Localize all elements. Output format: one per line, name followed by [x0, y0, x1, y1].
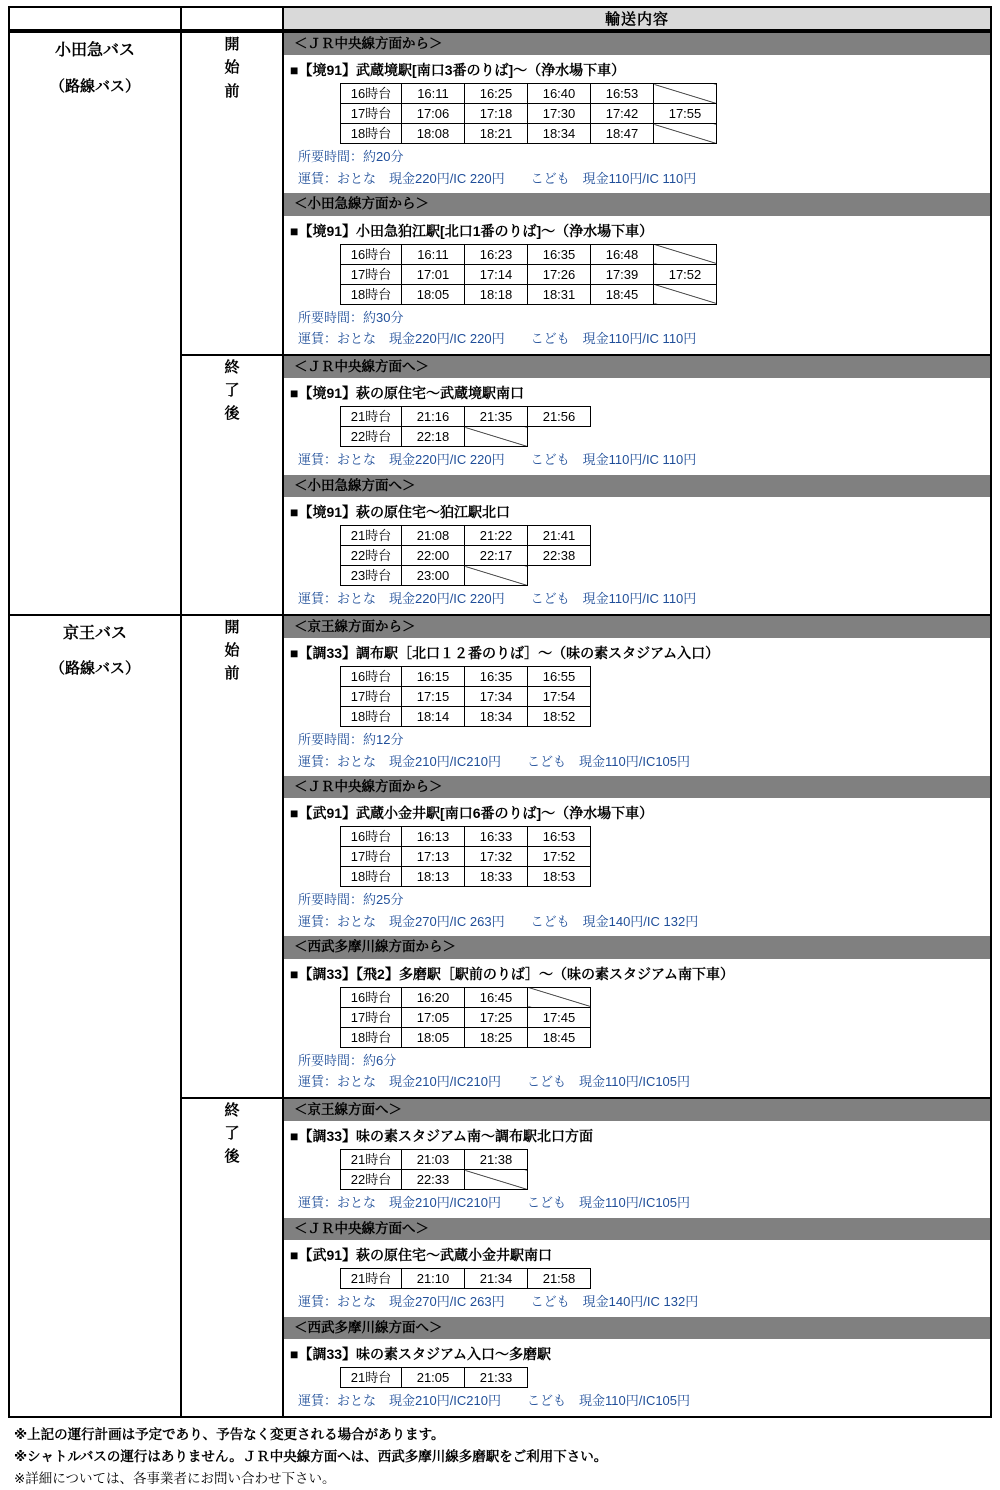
hour-label: 16時台 — [341, 987, 402, 1007]
phase-label-char: 始 — [224, 641, 240, 659]
table-row — [9, 615, 991, 1098]
departure-time: 17:13 — [402, 847, 465, 867]
timetable-row — [341, 546, 591, 566]
departure-time: 17:32 — [465, 847, 528, 867]
timetable-row — [341, 1027, 591, 1047]
fare-text: 運賃：おとな 現金220円/IC 220円 こども 現金110円/IC 110円 — [298, 170, 697, 186]
phase-label-char: 終 — [224, 1101, 240, 1119]
departure-time: 18:21 — [465, 124, 528, 144]
route-title: ■【武91】萩の原住宅～武蔵小金井駅南口 — [290, 1246, 553, 1263]
route-title: ■【調33】調布駅［北口１２番のりば］～（味の素スタジアム入口） — [290, 644, 720, 661]
timetable-row — [341, 667, 591, 687]
departure-time: 17:52 — [528, 847, 591, 867]
departure-time: 21:03 — [402, 1150, 465, 1170]
departure-time: 21:58 — [528, 1269, 591, 1289]
departure-time: 17:45 — [528, 1007, 591, 1027]
section-block — [284, 1339, 990, 1416]
section-direction-bar: ＜ＪＲ中央線方面から＞ — [284, 33, 990, 55]
duration-text: 所要時間：約30分 — [298, 309, 404, 325]
phase-label-char: 終 — [224, 358, 240, 376]
timetable-row — [341, 526, 591, 546]
footnote-1: ※上記の運行計画は予定であり、予告なく変更される場合があります。 — [14, 1426, 445, 1442]
hour-label: 18時台 — [341, 284, 402, 304]
phase-label-cell — [181, 32, 283, 355]
phase-label-char: 後 — [224, 405, 240, 423]
departure-time: 18:25 — [465, 1027, 528, 1047]
departure-time: 22:33 — [402, 1170, 465, 1190]
departure-time: 17:55 — [654, 104, 717, 124]
phase-content-cell — [283, 1098, 991, 1417]
timetable — [340, 826, 591, 887]
fare-text: 運賃：おとな 現金220円/IC 220円 こども 現金110円/IC 110円 — [298, 452, 697, 468]
departure-time: 17:42 — [591, 104, 654, 124]
hour-label: 21時台 — [341, 1150, 402, 1170]
timetable-row — [341, 1269, 591, 1289]
table-row — [9, 32, 991, 355]
departure-time: 18:45 — [591, 284, 654, 304]
operator-subtitle: （路線バス） — [49, 77, 140, 95]
departure-time: 16:15 — [402, 667, 465, 687]
schedule-body-table — [8, 31, 992, 1418]
timetable-row — [341, 124, 717, 144]
timetable-spacer — [528, 427, 591, 447]
hour-label: 21時台 — [341, 1269, 402, 1289]
phase-label-char: 開 — [224, 618, 240, 636]
departure-time: 16:20 — [402, 987, 465, 1007]
timetable-empty-cell — [528, 987, 591, 1007]
timetable — [340, 666, 591, 727]
footnote-2: ※シャトルバスの運行はありません。ＪＲ中央線方面へは、西武多摩川線多磨駅をご利用下さい。 — [14, 1448, 608, 1464]
phase-content-cell — [283, 355, 991, 615]
section-block — [284, 216, 990, 354]
route-title: ■【武91】武蔵小金井駅[南口6番のりば]～（浄水場下車） — [290, 805, 654, 822]
phase-label-char: 開 — [224, 36, 240, 53]
phase-label-char: 了 — [224, 382, 240, 400]
timetable-row — [341, 427, 591, 447]
fare-text: 運賃：おとな 現金210円/IC210円 こども 現金110円/IC105円 — [298, 1074, 691, 1090]
departure-time: 17:52 — [654, 264, 717, 284]
route-title: ■【調33】味の素スタジアム南～調布駅北口方面 — [290, 1128, 594, 1145]
operator-name: 京王バス — [62, 624, 127, 642]
hour-label: 16時台 — [341, 667, 402, 687]
fare-text: 運賃：おとな 現金210円/IC210円 こども 現金110円/IC105円 — [298, 1195, 691, 1211]
section-direction-bar: ＜ＪＲ中央線方面から＞ — [284, 776, 990, 798]
hour-label: 22時台 — [341, 1170, 402, 1190]
section-direction-bar: ＜小田急線方面へ＞ — [284, 475, 990, 497]
hour-label: 16時台 — [341, 84, 402, 104]
timetable-row — [341, 244, 717, 264]
header-title: 輸送内容 — [283, 7, 991, 30]
timetable-empty-cell — [654, 284, 717, 304]
departure-time: 17:34 — [465, 687, 528, 707]
departure-time: 21:16 — [402, 407, 465, 427]
departure-time: 18:31 — [528, 284, 591, 304]
timetable-row — [341, 1170, 528, 1190]
departure-time: 21:33 — [465, 1368, 528, 1388]
duration-text: 所要時間：約20分 — [298, 149, 404, 165]
hour-label: 21時台 — [341, 526, 402, 546]
departure-time: 17:25 — [465, 1007, 528, 1027]
operator-name: 小田急バス — [54, 42, 135, 59]
timetable-empty-cell — [465, 427, 528, 447]
timetable-row — [341, 847, 591, 867]
timetable — [340, 1149, 528, 1190]
departure-time: 21:38 — [465, 1150, 528, 1170]
departure-time: 18:08 — [402, 124, 465, 144]
hour-label: 18時台 — [341, 867, 402, 887]
timetable-row — [341, 687, 591, 707]
departure-time: 18:18 — [465, 284, 528, 304]
fare-text: 運賃：おとな 現金270円/IC 263円 こども 現金140円/IC 132円 — [298, 1294, 699, 1310]
departure-time: 18:05 — [402, 284, 465, 304]
timetable — [340, 987, 591, 1048]
departure-time: 21:22 — [465, 526, 528, 546]
timetable-empty-cell — [654, 84, 717, 104]
phase-label-char: 始 — [224, 59, 240, 77]
hour-label: 16時台 — [341, 827, 402, 847]
departure-time: 23:00 — [402, 566, 465, 586]
phase-label-char: 了 — [224, 1125, 240, 1143]
departure-time: 18:33 — [465, 867, 528, 887]
hour-label: 22時台 — [341, 546, 402, 566]
hour-label: 17時台 — [341, 847, 402, 867]
timetable-empty-cell — [465, 1170, 528, 1190]
section-block — [284, 1240, 990, 1317]
operator-name-cell — [9, 32, 181, 615]
departure-time: 17:39 — [591, 264, 654, 284]
timetable-row — [341, 1368, 528, 1388]
hour-label: 17時台 — [341, 264, 402, 284]
section-block — [284, 55, 990, 193]
section-block — [284, 959, 990, 1097]
route-title: ■【調33】味の素スタジアム入口～多磨駅 — [290, 1345, 552, 1362]
departure-time: 17:54 — [528, 687, 591, 707]
departure-time: 16:35 — [465, 667, 528, 687]
operators-root — [8, 31, 992, 1418]
duration-text: 所要時間：約25分 — [298, 892, 404, 908]
departure-time: 16:11 — [402, 84, 465, 104]
duration-text: 所要時間：約6分 — [298, 1052, 397, 1068]
section-direction-bar: ＜西武多摩川線方面から＞ — [284, 936, 990, 958]
departure-time: 16:25 — [465, 84, 528, 104]
fare-text: 運賃：おとな 現金210円/IC210円 こども 現金110円/IC105円 — [298, 753, 691, 769]
hour-label: 18時台 — [341, 124, 402, 144]
operator-name-cell — [9, 615, 181, 1417]
timetable — [340, 525, 591, 586]
departure-time: 17:18 — [465, 104, 528, 124]
timetable-row — [341, 104, 717, 124]
timetable — [340, 244, 717, 305]
departure-time: 17:06 — [402, 104, 465, 124]
footnotes — [8, 1418, 992, 1490]
section-block — [284, 798, 990, 936]
hour-label: 18時台 — [341, 1027, 402, 1047]
section-direction-bar: ＜ＪＲ中央線方面へ＞ — [284, 1218, 990, 1240]
section-block — [284, 638, 990, 776]
schedule-table — [8, 6, 992, 31]
timetable-empty-cell — [654, 124, 717, 144]
departure-time: 21:35 — [465, 407, 528, 427]
fare-text: 運賃：おとな 現金220円/IC 220円 こども 現金110円/IC 110円 — [298, 591, 697, 607]
hour-label: 23時台 — [341, 566, 402, 586]
departure-time: 16:13 — [402, 827, 465, 847]
timetable — [340, 83, 717, 144]
departure-time: 17:05 — [402, 1007, 465, 1027]
hour-label: 16時台 — [341, 244, 402, 264]
hour-label: 22時台 — [341, 427, 402, 447]
departure-time: 18:47 — [591, 124, 654, 144]
hour-label: 21時台 — [341, 407, 402, 427]
hour-label: 21時台 — [341, 1368, 402, 1388]
header-blank-cell-2 — [181, 7, 283, 30]
fare-text: 運賃：おとな 現金210円/IC210円 こども 現金110円/IC105円 — [298, 1393, 691, 1409]
timetable-row — [341, 566, 591, 586]
departure-time: 16:45 — [465, 987, 528, 1007]
timetable-row — [341, 987, 591, 1007]
schedule-body — [9, 32, 991, 1417]
departure-time: 18:05 — [402, 1027, 465, 1047]
departure-time: 17:15 — [402, 687, 465, 707]
section-block — [284, 497, 990, 614]
timetable — [340, 1367, 528, 1388]
phase-label-cell — [181, 1098, 283, 1417]
route-title: ■【境91】萩の原住宅～武蔵境駅南口 — [290, 385, 525, 402]
departure-time: 16:11 — [402, 244, 465, 264]
departure-time: 17:30 — [528, 104, 591, 124]
fare-text: 運賃：おとな 現金220円/IC 220円 こども 現金110円/IC 110円 — [298, 331, 697, 347]
timetable-row — [341, 407, 591, 427]
timetable-row — [341, 1150, 528, 1170]
phase-label-cell — [181, 355, 283, 615]
section-direction-bar: ＜京王線方面から＞ — [284, 616, 990, 638]
phase-label-cell — [181, 615, 283, 1098]
header-blank-cell — [9, 7, 181, 30]
phase-content-cell — [283, 615, 991, 1098]
departure-time: 16:23 — [465, 244, 528, 264]
timetable-row — [341, 1007, 591, 1027]
footnote-3: ※詳細については、各事業者にお問い合わせ下さい。 — [14, 1471, 336, 1487]
fare-text: 運賃：おとな 現金270円/IC 263円 こども 現金140円/IC 132円 — [298, 913, 699, 929]
hour-label: 18時台 — [341, 707, 402, 727]
timetable-spacer — [528, 566, 591, 586]
phase-label-char: 前 — [224, 665, 240, 683]
timetable-row — [341, 84, 717, 104]
route-title: ■【境91】武蔵境駅[南口3番のりば]～（浄水場下車） — [290, 62, 626, 79]
timetable-row — [341, 284, 717, 304]
section-direction-bar: ＜小田急線方面から＞ — [284, 193, 990, 215]
route-title: ■【調33】【飛2】多磨駅［駅前のりば］～（味の素スタジアム南下車） — [290, 965, 734, 982]
timetable — [340, 406, 591, 447]
timetable-empty-cell — [654, 244, 717, 264]
phase-content-cell — [283, 32, 991, 355]
departure-time: 21:08 — [402, 526, 465, 546]
route-title: ■【境91】小田急狛江駅[北口1番のりば]～（浄水場下車） — [290, 222, 654, 239]
departure-time: 18:45 — [528, 1027, 591, 1047]
departure-time: 16:33 — [465, 827, 528, 847]
timetable-row — [341, 867, 591, 887]
departure-time: 17:26 — [528, 264, 591, 284]
departure-time: 22:17 — [465, 546, 528, 566]
section-direction-bar: ＜ＪＲ中央線方面へ＞ — [284, 356, 990, 378]
timetable — [340, 1268, 591, 1289]
schedule-table-body — [9, 7, 991, 30]
hour-label: 17時台 — [341, 104, 402, 124]
duration-text: 所要時間：約12分 — [298, 732, 404, 748]
timetable-row — [341, 707, 591, 727]
departure-time: 22:18 — [402, 427, 465, 447]
section-direction-bar: ＜西武多摩川線方面へ＞ — [284, 1317, 990, 1339]
departure-time: 21:41 — [528, 526, 591, 546]
departure-time: 16:55 — [528, 667, 591, 687]
departure-time: 18:34 — [528, 124, 591, 144]
departure-time: 16:48 — [591, 244, 654, 264]
departure-time: 18:14 — [402, 707, 465, 727]
departure-time: 22:00 — [402, 546, 465, 566]
phase-label-char: 前 — [224, 82, 240, 100]
table-header-row — [9, 7, 991, 30]
departure-time: 16:40 — [528, 84, 591, 104]
departure-time: 17:14 — [465, 264, 528, 284]
departure-time: 18:13 — [402, 867, 465, 887]
operator-subtitle: （路線バス） — [49, 660, 140, 678]
section-direction-bar: ＜京王線方面へ＞ — [284, 1099, 990, 1121]
departure-time: 17:01 — [402, 264, 465, 284]
departure-time: 21:10 — [402, 1269, 465, 1289]
departure-time: 21:56 — [528, 407, 591, 427]
timetable-row — [341, 827, 591, 847]
departure-time: 21:34 — [465, 1269, 528, 1289]
hour-label: 17時台 — [341, 687, 402, 707]
timetable-row — [341, 264, 717, 284]
departure-time: 22:38 — [528, 546, 591, 566]
timetable-empty-cell — [465, 566, 528, 586]
section-block — [284, 1121, 990, 1218]
departure-time: 18:34 — [465, 707, 528, 727]
departure-time: 16:53 — [528, 827, 591, 847]
departure-time: 21:05 — [402, 1368, 465, 1388]
route-title: ■【境91】萩の原住宅～狛江駅北口 — [290, 503, 511, 520]
departure-time: 18:53 — [528, 867, 591, 887]
departure-time: 16:35 — [528, 244, 591, 264]
departure-time: 18:52 — [528, 707, 591, 727]
phase-label-char: 後 — [224, 1148, 240, 1166]
hour-label: 17時台 — [341, 1007, 402, 1027]
section-block — [284, 378, 990, 475]
departure-time: 16:53 — [591, 84, 654, 104]
